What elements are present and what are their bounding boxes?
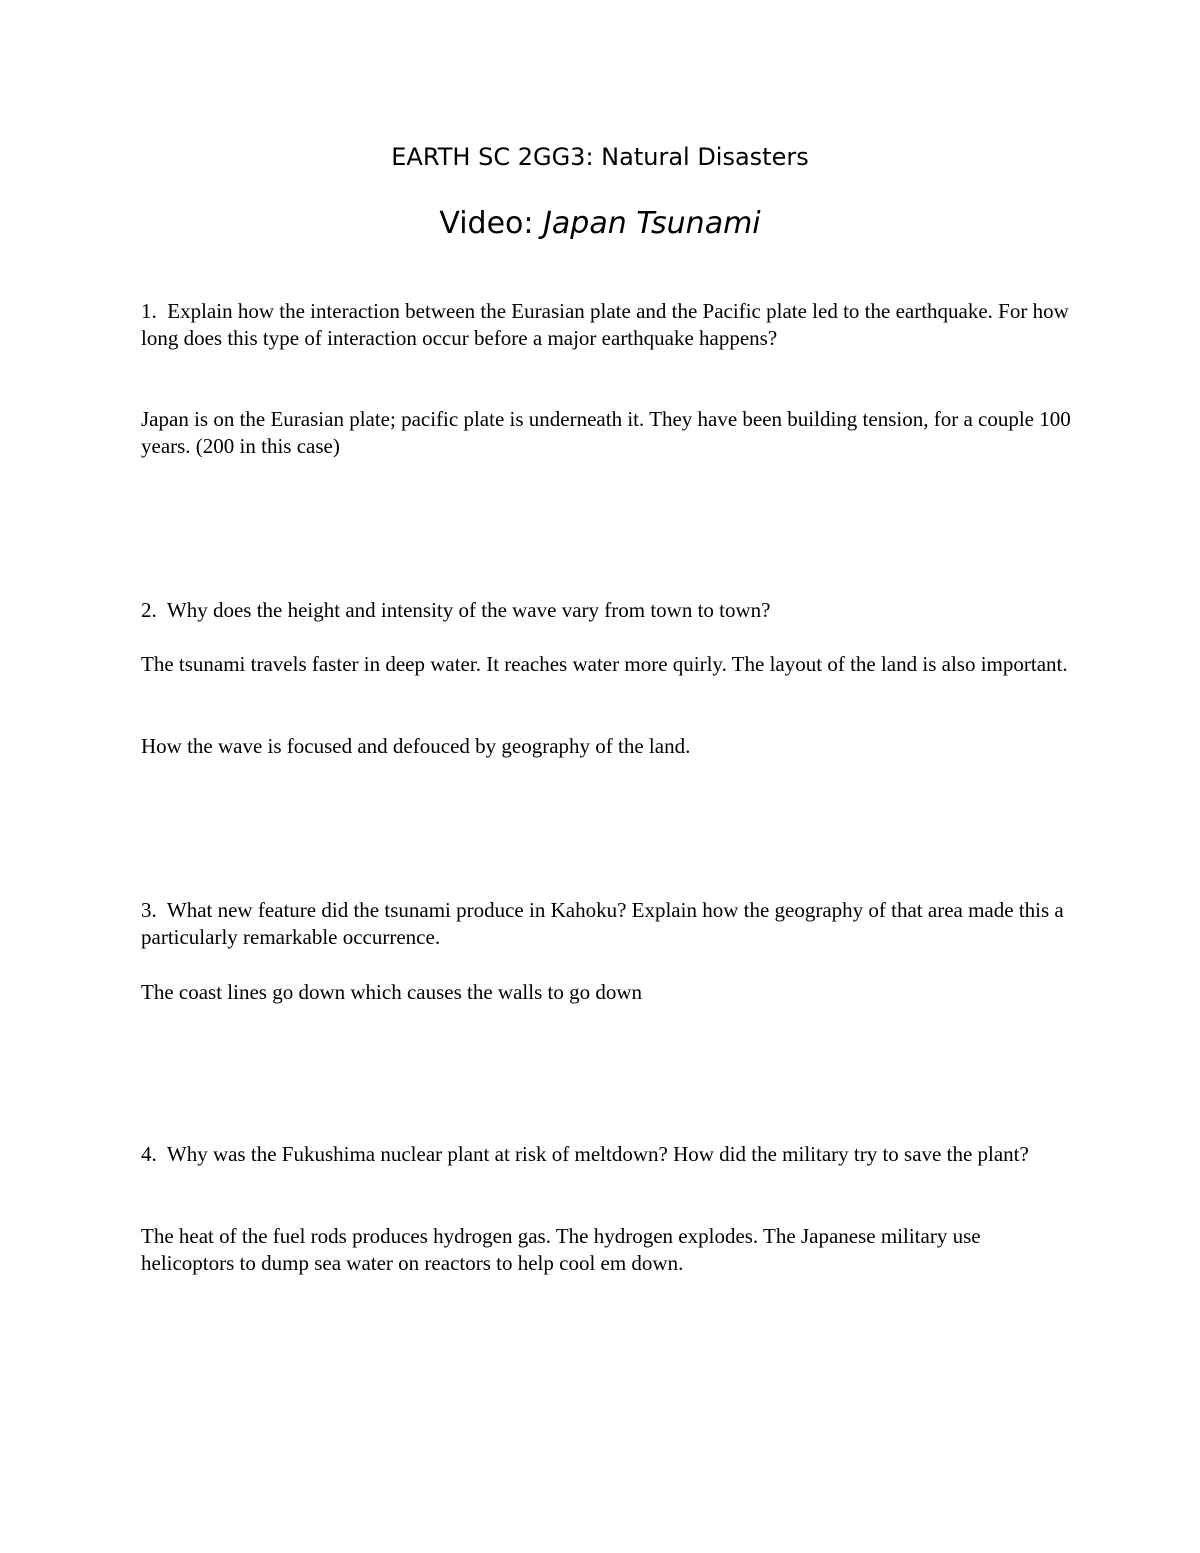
question-text: Explain how the interaction between the Eurasian plate and the Pacific plate led to the earthquake. For how long does this type of interaction occur before a major earthquake happens? (141, 299, 1069, 350)
question-text: Why does the height and intensity of the wave vary from town to town? (166, 598, 771, 622)
question-text: What new feature did the tsunami produce in Kahoku? Explain how the geography of that area made this a particularly remarkable occurrence. (141, 898, 1064, 949)
question-text: Why was the Fukushima nuclear plant at risk of meltdown? How did the military try to save the plant? (166, 1142, 1029, 1166)
question-3 (141, 897, 1071, 951)
question-2 (141, 597, 1071, 624)
question-number: 3. (141, 898, 157, 922)
question-number: 2. (141, 598, 157, 622)
course-title: EARTH SC 2GG3: Natural Disasters (391, 143, 809, 171)
answer-3: The coast lines go down which causes the walls to go down (141, 980, 642, 1004)
question-number: 4. (141, 1142, 157, 1166)
video-title (0, 204, 1200, 244)
question-1 (141, 298, 1071, 352)
question-number: 1. (141, 299, 157, 323)
answer-1: Japan is on the Eurasian plate; pacific plate is underneath it. They have been building tension, for a couple 100 years. (200 in this case) (141, 407, 1071, 458)
question-4 (141, 1141, 1071, 1168)
answer-2-paragraph-2: How the wave is focused and defouced by geography of the land. (141, 734, 691, 758)
answer-2-paragraph-1: The tsunami travels faster in deep water. It reaches water more quirly. The layout of the land is also important. (141, 652, 1068, 676)
video-title-prefix: Video: (439, 206, 544, 241)
answer-4: The heat of the fuel rods produces hydrogen gas. The hydrogen explodes. The Japanese military use helicoptors to dump sea water on reactors to help cool em down. (141, 1224, 981, 1275)
video-title-name: Japan Tsunami (543, 206, 761, 241)
